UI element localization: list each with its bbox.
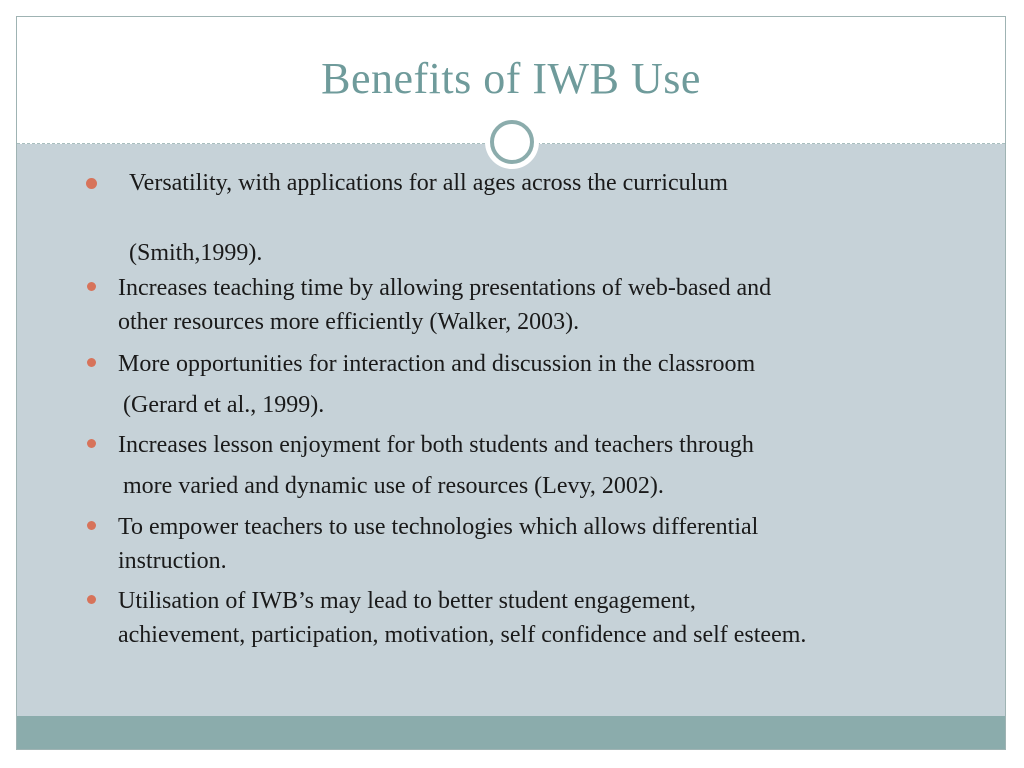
content-area <box>17 144 1005 716</box>
ring-inner <box>490 120 534 164</box>
footer-bar <box>17 716 1005 750</box>
ring-ornament-icon <box>485 115 539 169</box>
slide-title: Benefits of IWB Use <box>321 54 701 103</box>
bullet-dot-icon <box>86 178 97 189</box>
bullet-text: More opportunities for interaction and discussion in the classroom <box>118 351 756 377</box>
bullet-text: Increases teaching time by allowing presentations of web-based and <box>118 275 772 301</box>
bullet-text: Increases lesson enjoyment for both students and teachers through <box>118 432 754 458</box>
bullet-text: Utilisation of IWB’s may lead to better student engagement, <box>118 588 696 614</box>
bullet-text: Versatility, with applications for all ages across the curriculum <box>129 170 728 196</box>
slide-frame <box>16 16 1006 750</box>
bullet-dot-icon <box>87 595 96 604</box>
bullet-dot-icon <box>87 358 96 367</box>
bullet-text-continuation: more varied and dynamic use of resources (Levy, 2002). <box>123 473 664 499</box>
bullet-text-continuation: (Gerard et al., 1999). <box>123 392 325 418</box>
bullet-list <box>17 144 1005 716</box>
bullet-text-continuation: other resources more efficiently (Walker, 2003). <box>118 309 580 335</box>
bullet-text-continuation: instruction. <box>118 548 227 574</box>
bullet-dot-icon <box>87 521 96 530</box>
bullet-text-continuation: achievement, participation, motivation, self confidence and self esteem. <box>118 622 807 648</box>
bullet-text-continuation: (Smith,1999). <box>129 240 263 266</box>
bullet-dot-icon <box>87 282 96 291</box>
bullet-text: To empower teachers to use technologies which allows differential <box>118 514 759 540</box>
bullet-dot-icon <box>87 439 96 448</box>
